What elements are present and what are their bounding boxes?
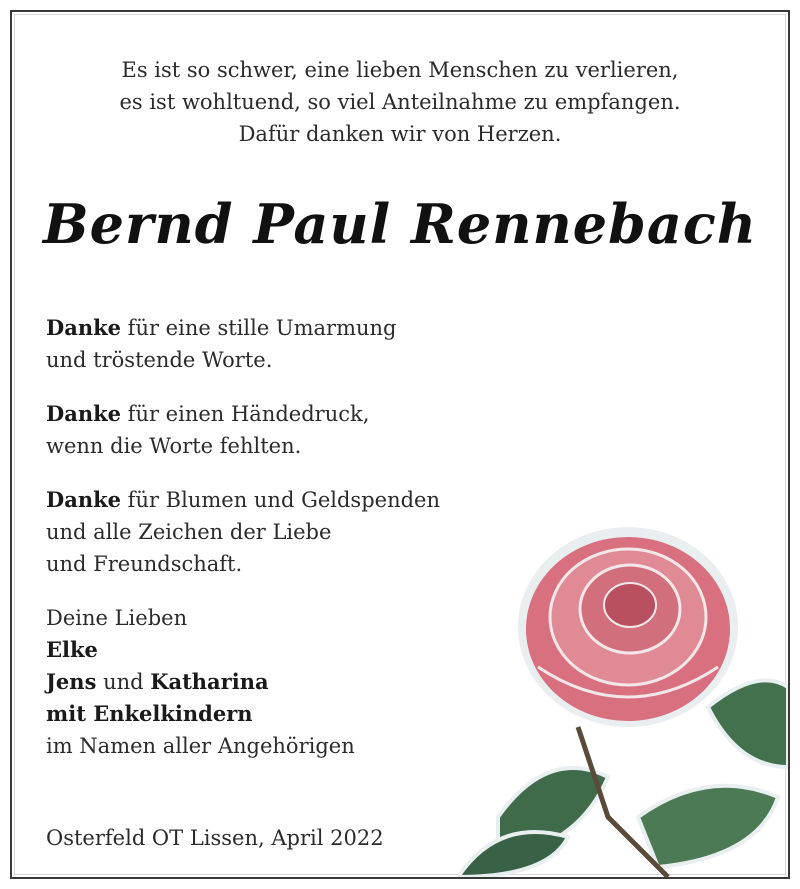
rose-bloom <box>518 527 738 727</box>
thanks-bold: Danke <box>46 487 121 512</box>
signature-name: Jens <box>46 669 97 694</box>
deceased-name: Bernd Paul Rennebach <box>43 192 757 256</box>
thanks-paragraph <box>46 398 440 462</box>
signature-name: mit Enkelkindern <box>46 701 253 726</box>
thanks-text: und Freundschaft. <box>46 552 243 576</box>
thanks-bold: Danke <box>46 401 121 426</box>
thanks-text: für einen Händedruck, <box>121 402 370 426</box>
signature-name: Katharina <box>150 669 269 694</box>
signature-intro: Deine Lieben <box>46 606 188 630</box>
intro-line: Dafür danken wir von Herzen. <box>238 122 562 146</box>
thanks-text: für eine stille Umarmung <box>121 316 397 340</box>
thanks-paragraph <box>46 312 440 376</box>
thanks-text: und tröstende Worte. <box>46 348 273 372</box>
signature-closing: im Namen aller Angehörigen <box>46 734 355 758</box>
thanks-text: und alle Zeichen der Liebe <box>46 520 332 544</box>
thanks-text: wenn die Worte fehlten. <box>46 434 302 458</box>
intro-line: es ist wohltuend, so viel Anteilnahme zu empfangen. <box>119 90 681 114</box>
rose-image <box>458 517 788 877</box>
notice-frame <box>10 10 790 879</box>
thanks-section <box>46 312 440 784</box>
intro-text <box>12 54 788 150</box>
signature-block <box>46 602 440 762</box>
signature-name: Elke <box>46 637 98 662</box>
intro-line: Es ist so schwer, eine lieben Menschen zu verlieren, <box>121 58 679 82</box>
thanks-paragraph <box>46 484 440 580</box>
thanks-text: für Blumen und Geldspenden <box>121 488 440 512</box>
place-date: Osterfeld OT Lissen, April 2022 <box>46 826 384 850</box>
thanks-bold: Danke <box>46 315 121 340</box>
signature-and: und <box>96 670 151 694</box>
